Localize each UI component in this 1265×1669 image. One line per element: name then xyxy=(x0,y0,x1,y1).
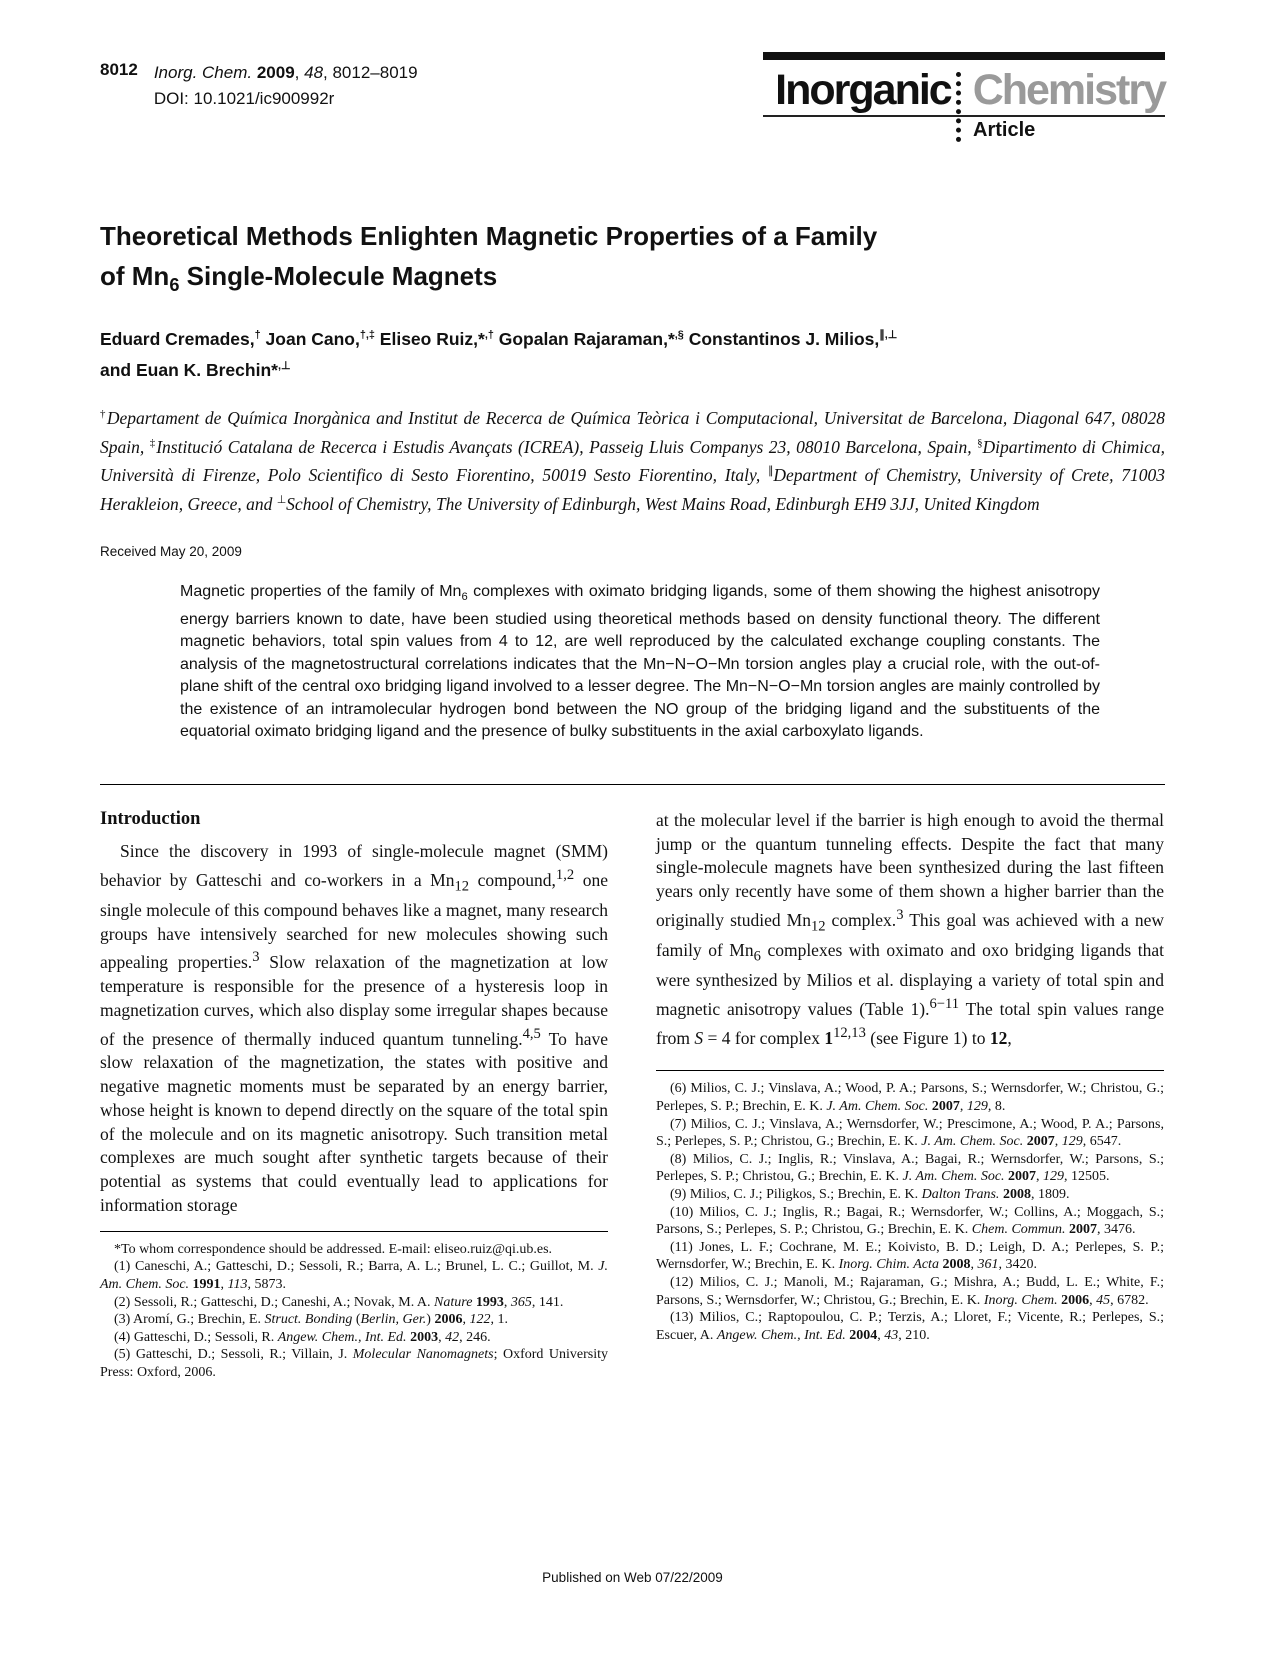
reference-7: (7) Milios, C. J.; Vinslava, A.; Wernsdorfer, W.; Prescimone, A.; Wood, P. A.; Parsons, S.; Perlepes, S. P.; Christou, G.; Brechin, E. K. J. Am. Chem. Soc. 2007, 129, 6547. xyxy=(656,1116,1164,1150)
reference-5: (5) Gatteschi, D.; Sessoli, R.; Villain, J. Molecular Nanomagnets; Oxford University Press: Oxford, 2006. xyxy=(100,1347,608,1380)
article-type-label: Article xyxy=(973,119,1036,142)
article-title: Theoretical Methods Enlighten Magnetic Properties of a Family of $Mn_6$ Single-Molecule Magnets xyxy=(100,221,878,296)
logo-top-bar xyxy=(763,52,1165,60)
logo-word-chemistry: Chemistry xyxy=(972,66,1165,114)
footnote-rule-right xyxy=(656,1070,1164,1071)
footer-published-date: Published on Web 07/22/2009 xyxy=(100,1570,1165,1585)
two-column-body xyxy=(100,809,1165,1382)
logo-word-inorganic: Inorganic xyxy=(775,66,951,114)
page-number: 8012 xyxy=(100,60,138,79)
introduction-heading: Introduction xyxy=(100,808,201,829)
intro-paragraph-right: at the molecular level if the barrier is high enough to avoid the thermal jump or the quantum tunneling effects. Despite the fact that many single-molecule magnets have been synthesized during the last fifteen years only recently have some of them shown a higher barrier than the originally studied $Mn_{12}$ complex.$^3$ This goal was achieved with a new family of $Mn_6$ complexes with oximato and oxo bridging ligands that were synthesized by Milios et al. displaying a variety of total spin and magnetic anisotropy values (Table 1).$^{6-11}$ The total spin values range from S = 4 for complex 1$^{12,13}$ (see Figure 1) to 12, xyxy=(656,809,1164,1048)
abstract-text: Magnetic properties of the family of $Mn_6$ complexes with oximato bridging ligands, some of them showing the highest anisotropy energy barriers known to date, have been studied using theoretical methods based on density functional theory. The different magnetic behaviors, total spin values from 4 to 12, are well reproduced by the calculated exchange coupling constants. The analysis of the magnetostructural correlations indicates that the Mn−N−O−Mn torsion angles play a crucial role, with the out-of-plane shift of the central oxo bridging ligand involved to a lesser degree. The Mn−N−O−Mn torsion angles are mainly controlled by the existence of an intramolecular hydrogen bond between the NO group of the bridging ligand and the substituents of the equatorial oximato bridging ligand and the presence of bulky substituents in the axial carboxylato ligands. xyxy=(180,583,1100,741)
doi-text: DOI: 10.1021/ic900992r xyxy=(153,89,335,109)
page-footer xyxy=(100,1570,1165,1585)
reference-8: (8) Milios, C. J.; Inglis, R.; Vinslava, A.; Bagai, R.; Wernsdorfer, W.; Parsons, S.; Perlepes, S. P.; Christou, G.; Brechin, E. K. J. Am. Chem. Soc. 2007, 129, 12505. xyxy=(656,1151,1164,1185)
footnotes-left xyxy=(100,1241,608,1382)
journal-citation-block xyxy=(100,52,418,113)
reference-10: (10) Milios, C. J.; Inglis, R.; Bagai, R.; Wernsdorfer, W.; Collins, A.; Moggach, S.; Parsons, S.; Perlepes, S. P.; Christou, G.; Brechin, E. K. Chem. Commun. 2007, 3476. xyxy=(656,1204,1164,1238)
author-list: Eduard Cremades,† Joan Cano,†,‡ Eliseo Ruiz,*,† Gopalan Rajaraman,*,§ Constantinos J. Milios,∥,⊥ and Euan K. Brechin*,⊥ xyxy=(100,328,898,381)
journal-logo xyxy=(763,52,1165,142)
footnote-correspondence: *To whom correspondence should be addressed. E-mail: eliseo.ruiz@qi.ub.es. xyxy=(114,1241,553,1257)
footnotes-right xyxy=(656,1080,1164,1344)
page-header xyxy=(100,52,1165,142)
affiliations: †Departament de Química Inorgànica and Institut de Recerca de Química Teòrica i Computacional, Universitat de Barcelona, Diagonal 647, 08028 Spain, ‡Institució Catalana de Recerca i Estudis Avançats (ICREA), Passeig Lluis Companys 23, 08010 Barcelona, Spain, §Dipartimento di Chimica, Università di Firenze, Polo Scientifico di Sesto Fiorentino, 50019 Sesto Fiorentino, Italy, ∥Department of Chemistry, University of Crete, 71003 Herakleion, Greece, and ⊥School of Chemistry, The University of Edinburgh, West Mains Road, Edinburgh EH9 3JJ, United Kingdom xyxy=(100,407,1166,515)
right-column xyxy=(656,809,1164,1345)
reference-3: (3) Aromí, G.; Brechin, E. Struct. Bonding (Berlin, Ger.) 2006, 122, 1. xyxy=(114,1312,508,1328)
reference-6: (6) Milios, C. J.; Vinslava, A.; Wood, P. A.; Parsons, S.; Wernsdorfer, W.; Christou, G.; Perlepes, S. P.; Brechin, E. K. J. Am. Chem. Soc. 2007, 129, 8. xyxy=(656,1081,1164,1115)
logo-dotted-divider xyxy=(956,72,961,142)
received-date: Received May 20, 2009 xyxy=(100,544,242,560)
reference-1: (1) Caneschi, A.; Gatteschi, D.; Sessoli, R.; Barra, A. L.; Brunel, L. C.; Guillot, M. J. Am. Chem. Soc. 1991, 113, 5873. xyxy=(100,1259,608,1292)
reference-11: (11) Jones, L. F.; Cochrane, M. E.; Koivisto, B. D.; Leigh, D. A.; Perlepes, S. P.; Wernsdorfer, W.; Brechin, E. K. Inorg. Chim. Acta 2008, 361, 3420. xyxy=(656,1239,1164,1273)
left-column xyxy=(100,809,608,1382)
reference-9: (9) Milios, C. J.; Piligkos, S.; Brechin, E. K. Dalton Trans. 2008, 1809. xyxy=(670,1187,1070,1203)
journal-citation: Inorg. Chem. 2009, 48, 8012–8019 xyxy=(153,63,418,82)
reference-4: (4) Gatteschi, D.; Sessoli, R. Angew. Chem., Int. Ed. 2003, 42, 246. xyxy=(114,1329,491,1345)
reference-12: (12) Milios, C. J.; Manoli, M.; Rajaraman, G.; Mishra, A.; Budd, L. E.; White, F.; Parsons, S.; Wernsdorfer, W.; Christou, G.; Brechin, E. K. Inorg. Chem. 2006, 45, 6782. xyxy=(656,1275,1164,1308)
reference-13: (13) Milios, C.; Raptopoulou, C. P.; Terzis, A.; Lloret, F.; Vicente, R.; Perlepes, S.; Escuer, A. Angew. Chem., Int. Ed. 2004, 43, 210. xyxy=(656,1310,1164,1343)
reference-2: (2) Sessoli, R.; Gatteschi, D.; Caneshi, A.; Novak, M. A. Nature 1993, 365, 141. xyxy=(114,1294,564,1310)
footnote-rule-left xyxy=(100,1231,608,1232)
intro-paragraph-left: Since the discovery in 1993 of single-molecule magnet (SMM) behavior by Gatteschi and co-workers in a $Mn_{12}$ compound,$^{1,2}$ one single molecule of this compound behaves like a magnet, many research groups have intensively searched for new molecules showing such appealing properties.$^3$ Slow relaxation of the magnetization at low temperature is responsible for the presence of a hysteresis loop in magnetization curves, which also display some irregular shapes because of the presence of thermally induced quantum tunneling.$^{4,5}$ To have slow relaxation of the magnetization, the states with positive and negative magnetic moments must be separated by an energy barrier, whose height is known to depend directly on the square of the total spin of the molecule and on its magnetic anisotropy. Such transition metal complexes are much sought after synthetic targets because of their potential as systems that could eventually lead to applications for information storage xyxy=(100,840,608,1215)
section-divider-rule xyxy=(100,784,1165,785)
